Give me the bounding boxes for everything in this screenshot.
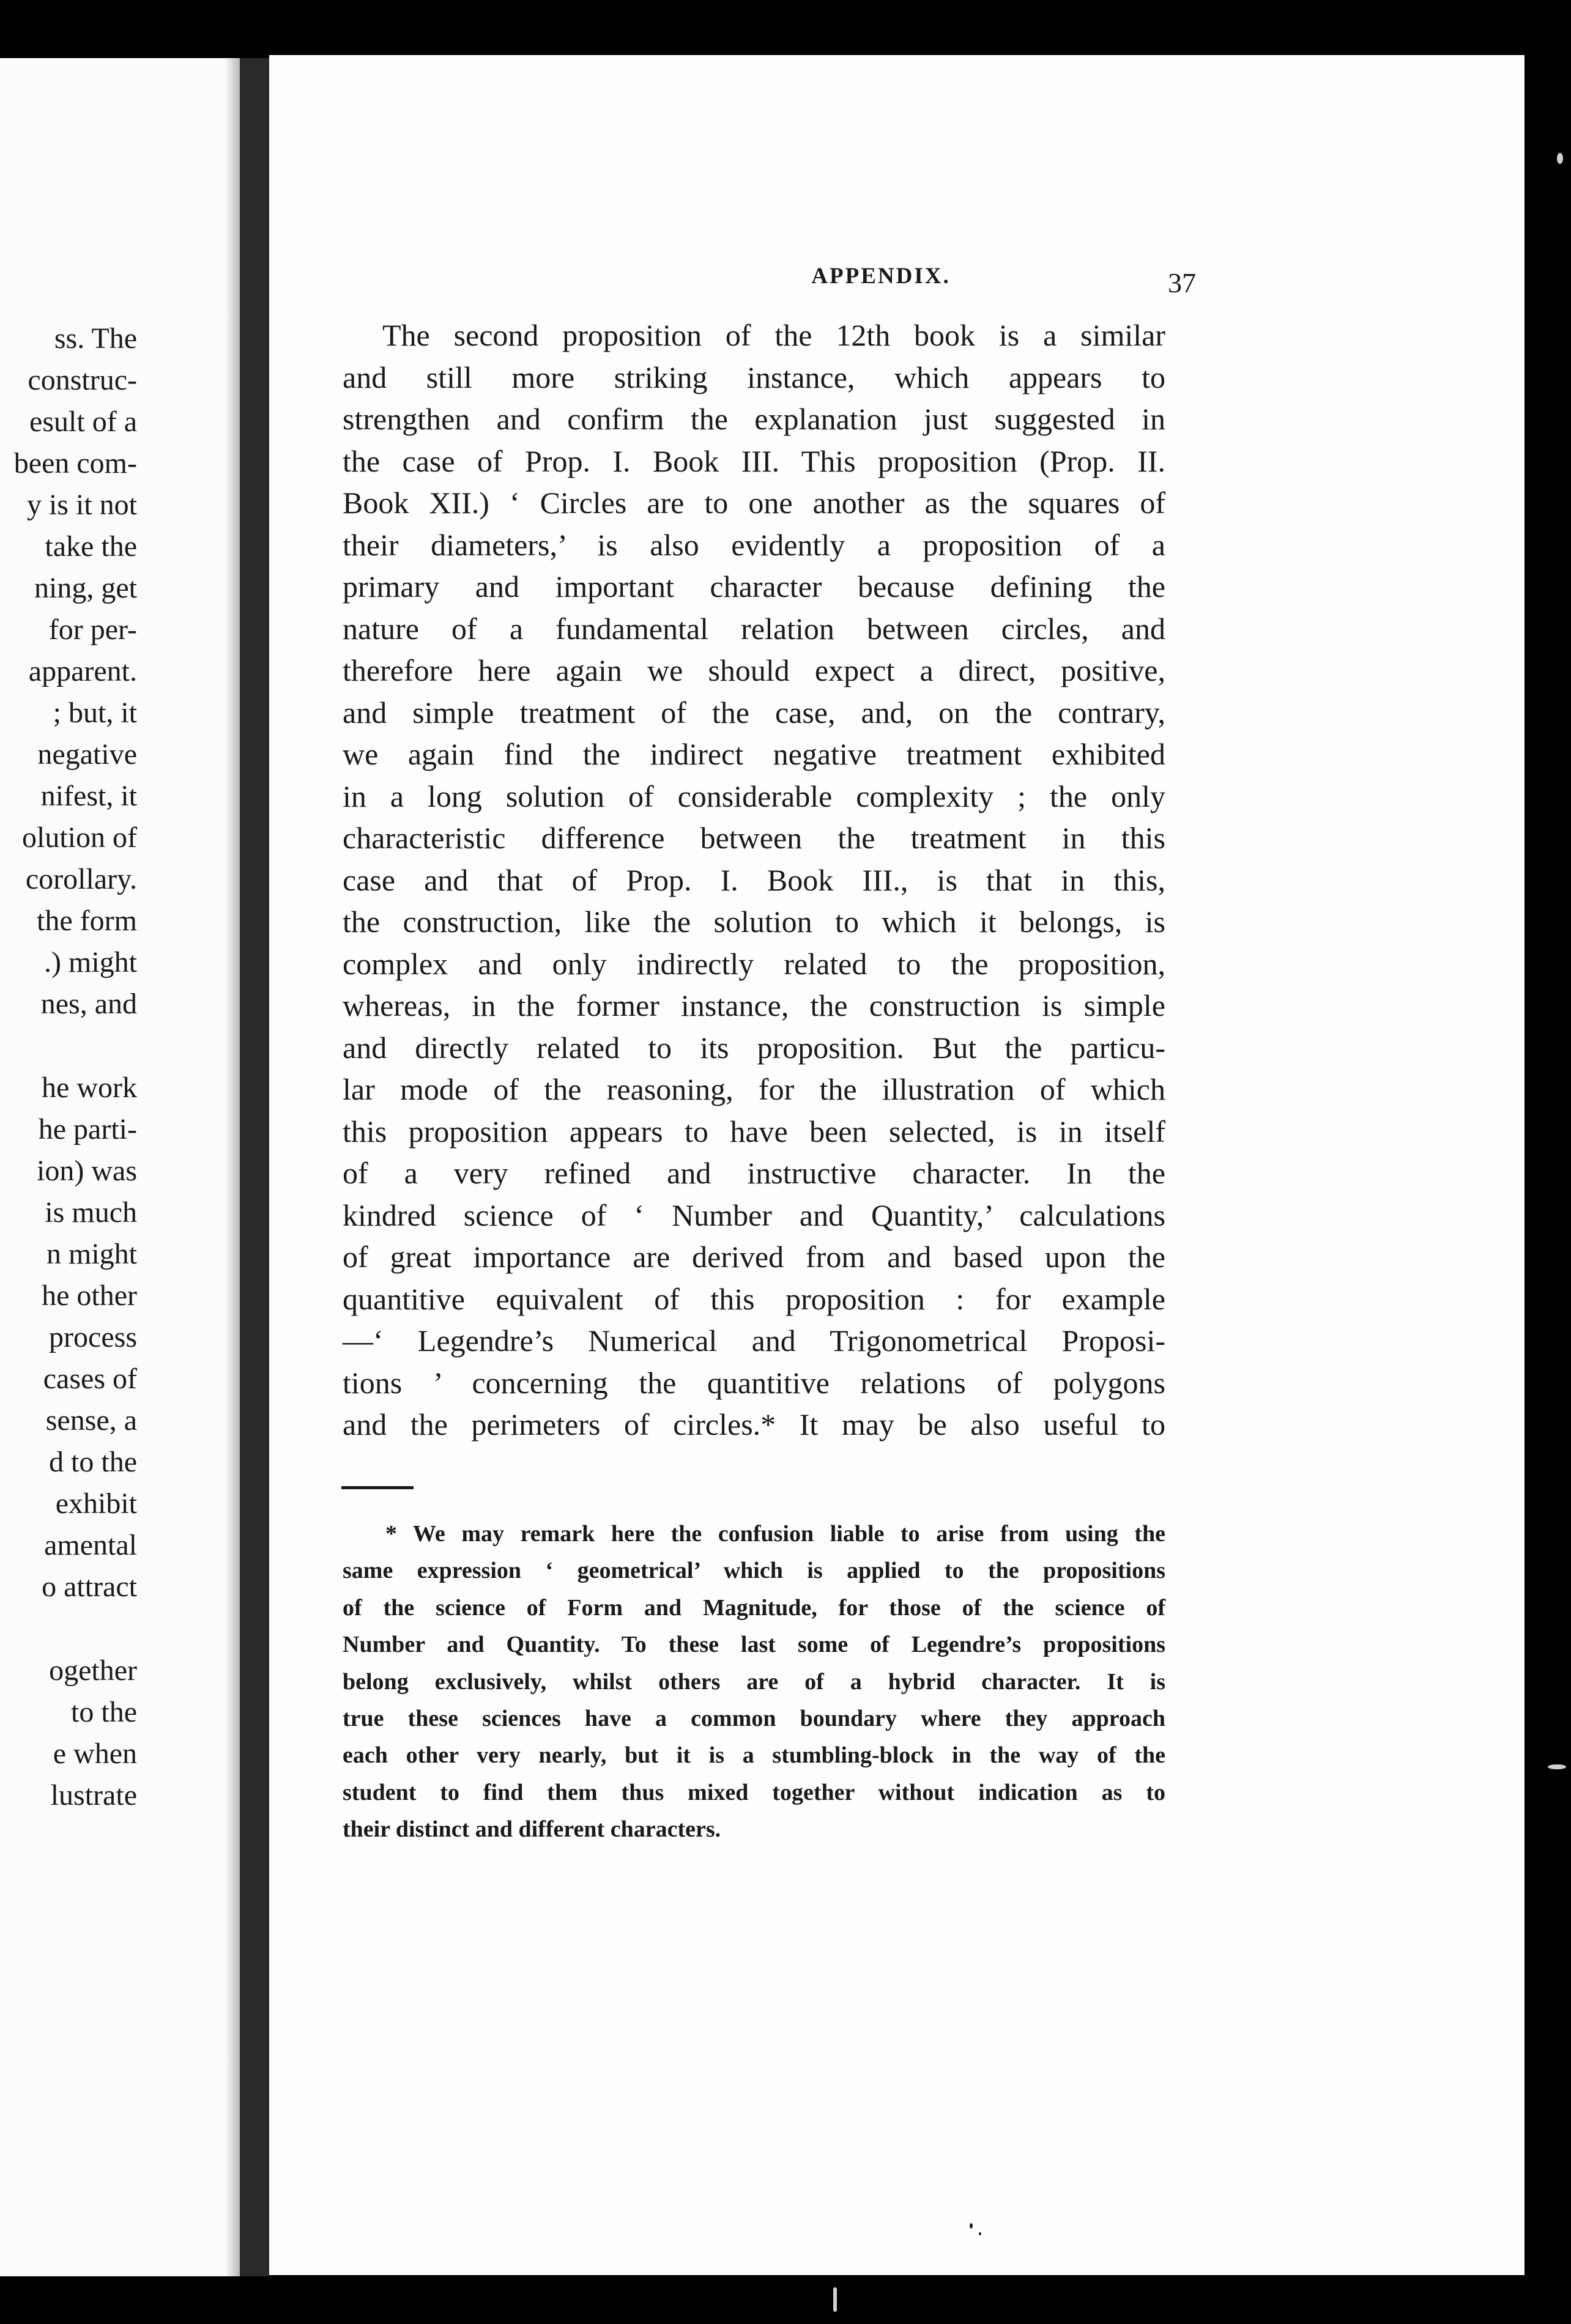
body-line: of a very refined and instructive character. In the: [343, 1156, 1165, 1190]
left-line: lustrate: [50, 1779, 137, 1811]
left-line: y is it not: [26, 489, 137, 521]
footnote-line: belong exclusively, whilst others are of a hybrid character. It is: [343, 1668, 1165, 1695]
footnote: [343, 1515, 1165, 1848]
body-line: primary and important character because defining the: [343, 569, 1165, 604]
left-line: nes, and: [40, 988, 137, 1020]
right-page: [269, 55, 1525, 2275]
body-line: The second proposition of the 12th book is a similar: [382, 318, 1165, 352]
left-line: been com-: [13, 447, 137, 479]
left-line: .) might: [44, 946, 137, 979]
left-line: negative: [37, 738, 137, 771]
body-line: therefore here again we should expect a direct, positive,: [343, 653, 1165, 687]
left-line: ; but, it: [53, 697, 137, 729]
left-line: exhibit: [55, 1487, 137, 1520]
footnote-line: true these sciences have a common boundary where they approach: [343, 1705, 1165, 1731]
body-line: Book XII.) ‘ Circles are to one another as the squares of: [343, 486, 1165, 520]
running-head-title: APPENDIX.: [811, 264, 951, 289]
body-line: characteristic difference between the treatment in this: [343, 821, 1165, 855]
body-line: complex and only indirectly related to the proposition,: [343, 946, 1165, 981]
left-line: n might: [46, 1238, 137, 1270]
left-line: process: [49, 1321, 137, 1353]
left-line: sense, a: [45, 1404, 137, 1437]
body-line: kindred science of ‘ Number and Quantity,’ calculations: [343, 1197, 1165, 1232]
left-line: the form: [37, 905, 137, 937]
left-line: cases of: [43, 1363, 137, 1395]
body-line: lar mode of the reasoning, for the illustration of which: [343, 1072, 1165, 1106]
body-text: [343, 314, 1165, 1446]
left-line: for per-: [48, 613, 137, 646]
body-line: we again find the indirect negative treatment exhibited: [343, 737, 1165, 771]
body-line: and still more striking instance, which appears to: [343, 360, 1165, 394]
left-line: ss. The: [54, 322, 137, 355]
gutter-shadow: [225, 58, 240, 2276]
left-line: apparent.: [28, 655, 137, 687]
scan-speck: [970, 2223, 973, 2229]
left-line: olution of: [22, 821, 137, 854]
body-line: and directly related to its proposition. But the particu-: [343, 1030, 1165, 1065]
left-line: ion) was: [37, 1155, 137, 1187]
body-line: quantitive equivalent of this proposition : for example: [343, 1281, 1165, 1316]
body-line: the construction, like the solution to which it belongs, is: [343, 905, 1165, 939]
left-line: corollary.: [25, 863, 137, 895]
body-line: and simple treatment of the case, and, on the contrary,: [343, 695, 1165, 730]
body-line: of great importance are derived from and based upon the: [343, 1240, 1165, 1274]
left-line: he parti-: [38, 1113, 137, 1145]
left-line: he work: [42, 1071, 137, 1104]
left-line: to the: [71, 1696, 137, 1728]
left-line: amental: [44, 1529, 137, 1561]
body-line: —‘ Legendre’s Numerical and Trigonometrical Proposi-: [343, 1323, 1165, 1358]
left-line: ning, get: [34, 572, 137, 604]
body-line: this proposition appears to have been selected, is in itself: [343, 1114, 1165, 1149]
left-line: nifest, it: [40, 780, 137, 812]
left-line: is much: [45, 1196, 137, 1229]
left-line: he other: [42, 1279, 137, 1312]
body-line: tions ’ concerning the quantitive relations of polygons: [343, 1365, 1165, 1400]
left-line: d to the: [49, 1446, 137, 1478]
left-line: o attract: [42, 1571, 137, 1603]
edge-speck: [1548, 1764, 1566, 1769]
left-line: esult of a: [29, 405, 137, 438]
body-line: case and that of Prop. I. Book III., is that in this,: [343, 862, 1165, 897]
body-line: strengthen and confirm the explanation just suggested in: [343, 402, 1165, 436]
book-gutter: [240, 58, 269, 2276]
left-line: take the: [45, 530, 137, 563]
footnote-line: their distinct and different characters.: [343, 1816, 721, 1843]
left-facing-page: [0, 58, 240, 2276]
footnote-line: student to find them thus mixed together without indication as to: [343, 1779, 1165, 1805]
edge-speck: [1557, 153, 1563, 164]
body-line: in a long solution of considerable complexity ; the only: [343, 779, 1165, 813]
body-line: whereas, in the former instance, the construction is simple: [343, 988, 1165, 1023]
page-number: 37: [1168, 267, 1196, 298]
footnote-line: Number and Quantity. To these last some of Legendre’s propositions: [343, 1632, 1165, 1658]
left-line: e when: [53, 1737, 137, 1770]
scan-speck: [979, 2232, 981, 2235]
footnote-line: * We may remark here the confusion liable to arise from using the: [385, 1521, 1165, 1547]
body-line: nature of a fundamental relation between circles, and: [343, 611, 1165, 646]
left-line: ogether: [49, 1654, 137, 1687]
edge-speck: [833, 2287, 837, 2312]
footnote-line: each other very nearly, but it is a stumbling-block in the way of the: [343, 1742, 1165, 1769]
running-head: [269, 263, 1525, 300]
body-line: and the perimeters of circles.* It may be also useful to: [343, 1407, 1165, 1441]
footnote-line: of the science of Form and Magnitude, for those of the science of: [343, 1594, 1165, 1621]
body-line: the case of Prop. I. Book III. This proposition (Prop. II.: [343, 443, 1165, 478]
left-line: construc-: [28, 364, 137, 396]
footnote-line: same expression ‘ geometrical’ which is applied to the propositions: [343, 1558, 1165, 1584]
footnote-rule: [341, 1486, 414, 1489]
body-line: their diameters,’ is also evidently a proposition of a: [343, 527, 1165, 562]
